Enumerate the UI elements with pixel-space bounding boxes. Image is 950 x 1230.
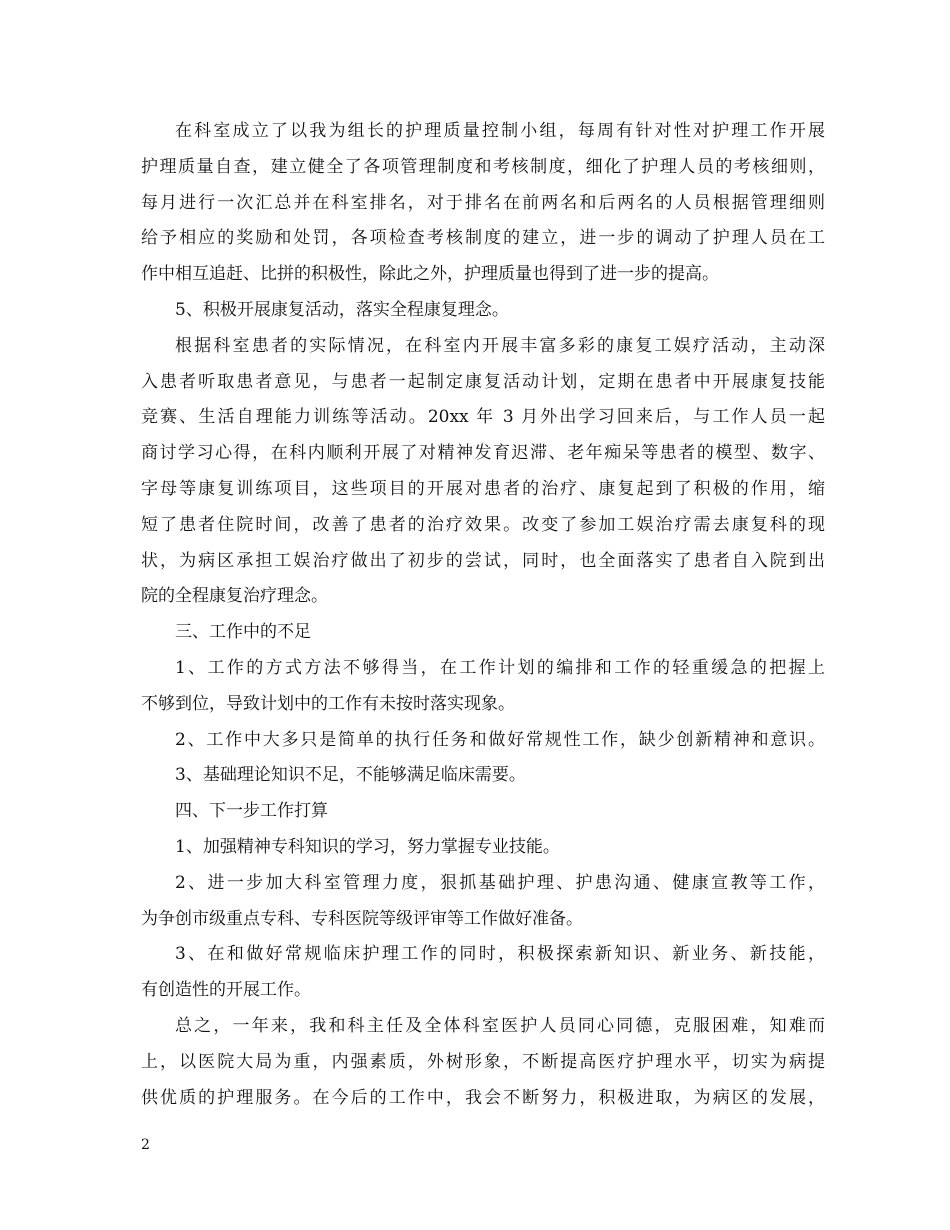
text-line: 2、进一步加大科室管理力度，狠抓基础护理、护患沟通、健康宣教等工作， (175, 872, 825, 893)
text-line: 商讨学习心得，在科内顺利开展了对精神发育迟滞、老年痴呆等患者的模型、数字、 (141, 443, 825, 464)
text-line: 供优质的护理服务。在今后的工作中，我会不断努力，积极进取，为病区的发展， (141, 1087, 825, 1108)
text-line: 院的全程康复治疗理念。 (141, 586, 328, 607)
text-line: 1、工作的方式方法不够得当，在工作计划的编排和工作的轻重缓急的把握上 (175, 657, 825, 678)
text-line: 给予相应的奖励和处罚，各项检查考核制度的建立，进一步的调动了护理人员在工 (141, 228, 825, 249)
text-line: 字母等康复训练项目，这些项目的开展对患者的治疗、康复起到了积极的作用，缩 (141, 478, 825, 499)
text-line: 每月进行一次汇总并在科室排名，对于排名在前两名和后两名的人员根据管理细则 (141, 192, 825, 213)
text-line: 为争创市级重点专科、专科医院等级评审等工作做好准备。 (141, 908, 583, 929)
text-line: 在科室成立了以我为组长的护理质量控制小组，每周有针对性对护理工作开展 (175, 121, 825, 141)
text-line: 状，为病区承担工娱治疗做出了初步的尝试，同时，也全面落实了患者自入院到出 (141, 550, 825, 571)
text-line: 上，以医院大局为重，内强素质，外树形象，不断提高医疗护理水平，切实为病提 (141, 1051, 825, 1072)
page-number: 2 (141, 1137, 150, 1153)
text-line: 入患者听取患者意见，与患者一起制定康复活动计划，定期在患者中开展康复技能 (141, 371, 825, 392)
text-line: 根据科室患者的实际情况，在科室内开展丰富多彩的康复工娱疗活动，主动深 (175, 335, 825, 356)
document-body (141, 114, 825, 1116)
text-line: 短了患者住院时间，改善了患者的治疗效果。改变了参加工娱治疗需去康复科的现 (141, 514, 825, 535)
text-line: 1、加强精神专科知识的学习，努力掌握专业技能。 (175, 836, 560, 857)
text-line: 竞赛、生活自理能力训练等活动。20xx 年 3 月外出学习回来后，与工作人员一起 (141, 407, 825, 428)
text-line: 2、工作中大多只是简单的执行任务和做好常规性工作，缺少创新精神和意识。 (175, 729, 825, 750)
text-line: 3、基础理论知识不足，不能够满足临床需要。 (175, 765, 526, 786)
text-line: 四、下一步工作打算 (175, 801, 328, 822)
text-line: 不够到位，导致计划中的工作有未按时落实现象。 (141, 693, 515, 714)
text-line: 护理质量自查，建立健全了各项管理制度和考核制度，细化了护理人员的考核细则， (141, 156, 825, 177)
text-line: 5、积极开展康复活动，落实全程康复理念。 (175, 299, 509, 320)
text-line: 作中相互追赶、比拼的积极性，除此之外，护理质量也得到了进一步的提高。 (141, 264, 719, 285)
text-line: 3、在和做好常规临床护理工作的同时，积极探索新知识、新业务、新技能， (175, 944, 825, 965)
text-line: 三、工作中的不足 (175, 622, 311, 643)
text-line: 有创造性的开展工作。 (141, 980, 311, 1001)
text-line: 总之，一年来，我和科主任及全体科室医护人员同心同德，克服困难，知难而 (175, 1015, 825, 1036)
